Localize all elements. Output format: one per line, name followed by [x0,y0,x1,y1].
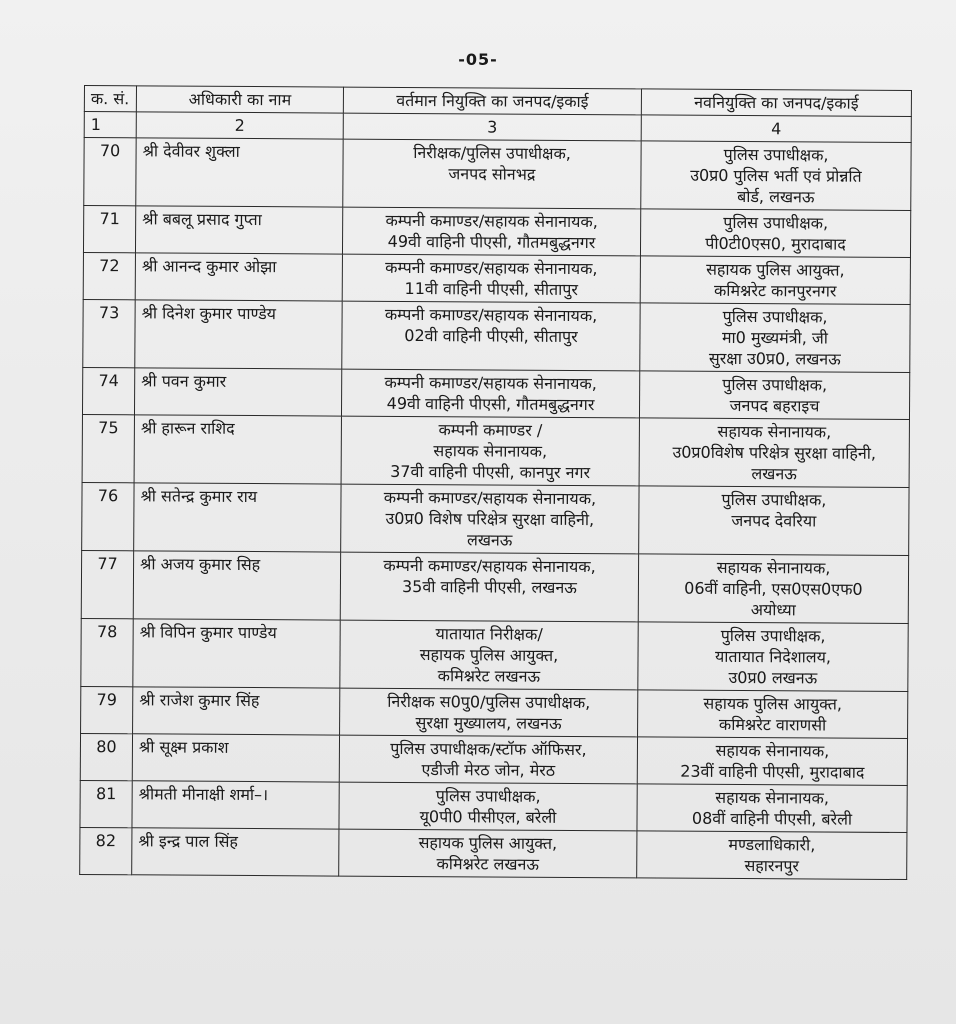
new-posting-line: 23वीं वाहिनी पीएसी, मुरादाबाद [680,761,865,782]
new-posting-line: सहायक सेनानायक, [715,740,830,761]
new-posting-line: पी0टी0एस0, मुरादाबाद [705,233,846,254]
current-posting-line: सुरक्षा मुख्यालय, लखनऊ [415,713,562,733]
new-posting-line: अयोध्या [750,600,796,620]
serial-number: 75 [82,414,134,482]
table-body [80,138,911,880]
current-posting [339,829,637,878]
serial-number: 81 [80,780,132,827]
serial-number: 80 [80,733,132,780]
column-number: 1 [84,112,136,138]
table-row [83,252,910,304]
new-posting [641,141,911,211]
new-posting-line: 06वीं वाहिनी, एस0एस0एफ0 [684,578,863,599]
serial-number: 72 [83,252,135,299]
column-number: 2 [136,112,343,139]
table-row [82,482,909,555]
serial-number: 70 [84,138,136,206]
current-posting-line: सहायक पुलिस आयुक्त, [419,645,559,665]
new-posting [640,256,910,305]
current-posting [341,484,639,554]
new-posting-line: जनपद बहराइच [729,395,820,416]
table-row [80,827,907,879]
officer-name: श्री अजय कुमार सिह [133,551,340,620]
table-row [83,206,910,258]
current-posting-line: पुलिस उपाधीक्षक/स्टॉफ ऑफिसर, [390,738,587,760]
header-serial: क. सं. [84,86,136,112]
serial-number: 73 [83,299,135,367]
page-number: -05- [458,50,498,69]
new-posting [639,486,909,556]
serial-number: 76 [82,482,134,550]
column-number: 4 [641,115,911,143]
officer-name: श्री विपिन कुमार पाण्डेय [133,619,340,688]
new-posting-line: कमिश्नरेट कानपुरनगर [713,280,837,301]
new-posting-line: मा0 मुख्यमंत्री, जी [721,327,828,348]
new-posting [639,371,909,420]
header-current-posting: वर्तमान नियुक्ति का जनपद/इकाई [343,87,641,115]
serial-number: 79 [81,686,133,733]
new-posting-line: उ0प्र0 पुलिस भर्ती एवं प्रोन्नति [690,165,862,186]
table-row [81,618,908,691]
current-posting [341,416,639,486]
new-posting-line: बोर्ड, लखनऊ [737,186,815,207]
current-posting [339,782,637,831]
current-posting-line: कम्पनी कमाण्डर/सहायक सेनानायक, [384,372,597,394]
new-posting-line: पुलिस उपाधीक्षक, [722,306,828,327]
new-posting-line: उ0प्र0विशेष परिक्षेत्र सुरक्षा वाहिनी, [672,442,877,463]
current-posting-line: निरीक्षक/पुलिस उपाधीक्षक, [413,143,571,163]
current-posting-line: सहायक सेनानायक, [433,441,548,461]
table-row [80,780,907,832]
current-posting-line: 02वी वाहिनी पीएसी, सीतापुर [404,325,578,347]
new-posting-line: लखनऊ [751,464,797,484]
new-posting-line: कमिश्नरेट वाराणसी [718,714,827,735]
officer-name: श्री पवन कुमार [134,368,341,416]
current-posting-line: 49वी वाहिनी पीएसी, गौतमबुद्धनगर [387,231,596,253]
current-posting-line: 49वी वाहिनी पीएसी, गौतमबुद्धनगर [386,393,595,415]
current-posting [339,735,637,784]
current-posting-line: जनपद सोनभद्र [448,164,536,184]
serial-number: 77 [81,550,133,618]
table-row [83,299,910,372]
officer-name: श्री सतेन्द्र कुमार राय [134,483,341,552]
current-posting [340,620,638,690]
current-posting [342,254,640,303]
current-posting-line: कम्पनी कमाण्डर / [438,420,543,440]
officer-name: श्री राजेश कुमार सिंह [133,687,340,735]
current-posting-line: 35वी वाहिनी पीएसी, लखनऊ [401,576,577,598]
current-posting-line: सहायक पुलिस आयुक्त, [418,833,558,853]
column-number: 3 [343,113,641,141]
current-posting-line: पुलिस उपाधीक्षक, [435,786,541,806]
new-posting [640,209,910,258]
transfer-table [79,85,912,880]
officer-name: श्री हारून राशिद [134,415,341,484]
current-posting-line: निरीक्षक स0पु0/पुलिस उपाधीक्षक, [387,691,591,713]
current-posting-line: उ0प्र0 विशेष परिक्षेत्र सुरक्षा वाहिनी, [385,508,595,530]
current-posting [342,207,640,256]
officer-name: श्री देवीवर शुक्ला [136,138,343,207]
new-posting [638,554,908,624]
officer-name: श्री बबलू प्रसाद गुप्ता [135,206,342,254]
current-posting-line: 11वी वाहिनी पीएसी, सीतापुर [404,278,578,300]
new-posting-line: सुरक्षा उ0प्र0, लखनऊ [708,348,841,369]
current-posting-line: कम्पनी कमाण्डर/सहायक सेनानायक, [385,257,598,279]
current-posting-line: कमिश्नरेट लखनऊ [437,666,541,686]
new-posting [639,418,909,488]
new-posting [637,784,907,833]
current-posting-line: 37वी वाहिनी पीएसी, कानपुर नगर [390,461,591,483]
new-posting-line: सहायक सेनानायक, [716,557,831,578]
new-posting [638,622,908,692]
table-row [80,733,907,785]
officer-name: श्री इन्द्र पाल सिंह [132,828,339,876]
current-posting-line: यातायात निरीक्षक/ [435,624,543,644]
new-posting-line: 08वीं वाहिनी पीएसी, बरेली [691,808,853,829]
new-posting-line: जनपद देवरिया [731,510,817,531]
new-posting-line: मण्डलाधिकारी, [728,834,816,855]
officer-name: श्री आनन्द कुमार ओझा [135,253,342,301]
table-row [81,686,908,738]
new-posting-line: पुलिस उपाधीक्षक, [723,212,829,233]
new-posting [637,737,907,786]
new-posting-line: सहारनपुर [744,856,800,876]
new-posting [640,303,910,373]
officer-name: श्रीमती मीनाक्षी शर्मा–। [132,781,339,829]
table-row [82,414,909,487]
new-posting-line: सहायक पुलिस आयुक्त, [706,259,845,280]
current-posting-line: कमिश्नरेट लखनऊ [436,854,539,874]
current-posting-line: एडीजी मेरठ जोन, मेरठ [421,760,556,780]
officer-name: श्री दिनेश कुमार पाण्डेय [135,300,342,369]
current-posting [340,552,638,622]
new-posting-line: सहायक सेनानायक, [715,787,830,808]
current-posting [342,301,640,371]
table-row [81,550,908,623]
new-posting-line: पुलिस उपाधीक्षक, [721,489,827,510]
new-posting-line: पुलिस उपाधीक्षक, [722,374,828,395]
new-posting-line: पुलिस उपाधीक्षक, [723,144,829,165]
current-posting [341,369,639,418]
new-posting [638,690,908,739]
header-new-posting: नवनियुक्ति का जनपद/इकाई [641,89,911,117]
serial-number: 82 [80,827,132,874]
table-row [84,138,911,211]
current-posting-line: लखनऊ [466,530,513,550]
table-row [82,367,909,419]
new-posting-line: सहायक सेनानायक, [717,421,832,442]
serial-number: 74 [82,367,134,414]
current-posting-line: कम्पनी कमाण्डर/सहायक सेनानायक, [383,487,597,509]
serial-number: 78 [81,618,133,686]
header-name: अधिकारी का नाम [136,86,343,113]
current-posting-line: कम्पनी कमाण्डर/सहायक सेनानायक, [384,304,598,326]
new-posting-line: पुलिस उपाधीक्षक, [720,625,826,646]
current-posting-line: कम्पनी कमाण्डर/सहायक सेनानायक, [385,210,598,232]
officer-name: श्री सूक्ष्म प्रकाश [132,734,339,782]
current-posting-line: कम्पनी कमाण्डर/सहायक सेनानायक, [383,555,596,577]
new-posting [637,831,907,880]
current-posting-line: यू0पी0 पीसीएल, बरेली [419,807,557,827]
new-posting-line: उ0प्र0 लखनऊ [728,667,818,688]
current-posting [340,688,638,737]
new-posting-line: सहायक पुलिस आयुक्त, [703,693,843,714]
new-posting-line: यातायात निदेशालय, [714,646,832,667]
current-posting [343,139,641,209]
serial-number: 71 [83,206,135,253]
